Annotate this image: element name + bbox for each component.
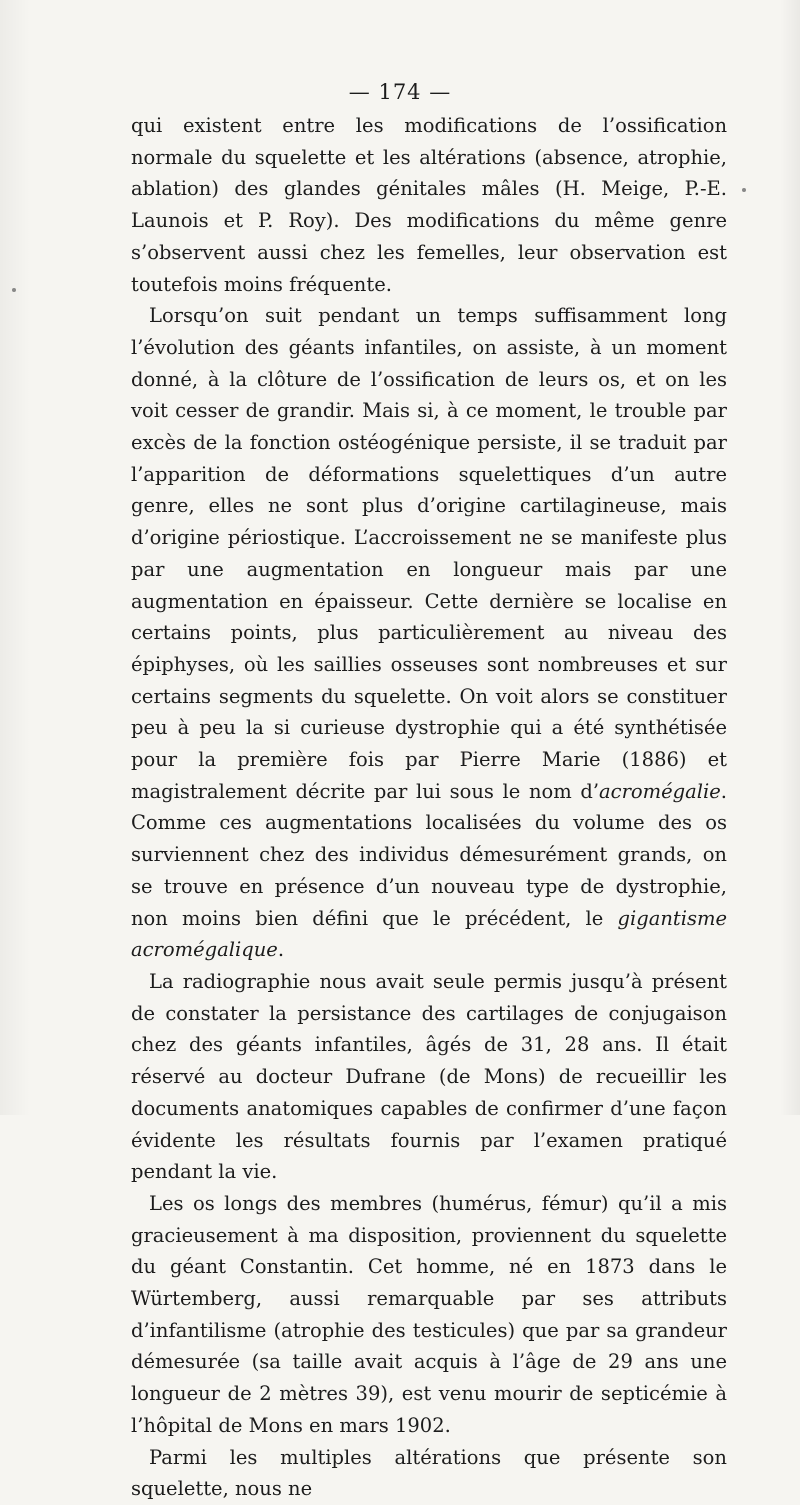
paragraph-4: Les os longs des membres (humérus, fémur) qu’il a mis gracieusement à ma disposition, proviennent du squelette du géant Constantin. Cet homme, né en 1873 dans le Würtemberg, aussi remarquable par ses attributs d’infantilisme (atrophie des testicules) que par sa grandeur démesurée (sa taille avait acquis à l’âge de 29 ans une longueur de 2 mètres 39), est venu mourir de septicémie à l’hôpital de Mons en mars 1902. [131, 1191, 727, 1437]
term-acromegalie: acromégalie [599, 779, 721, 803]
paragraph-2-part-3: . [277, 938, 285, 962]
paragraph-2-part-1: Lorsqu’on suit pendant un temps suffisamment long l’évolution des géants infantiles, on assiste, à un moment donné, à la clôture de l’ossification de leurs os, et on les voit cesser de grandir. Mais si, à ce moment, le trouble par excès de la fonction ostéogénique persiste, il se traduit par l’apparition de déformations squelettiques d’un autre genre, elles ne sont plus d’origine cartilagineuse, mais d’origine périostique. L’accroissement ne se manifeste plus par une augmentation en longueur mais par une augmentation en épaisseur. Cette dernière se localise en certains points, plus particulièrement au niveau des épiphyses, où les saillies osseuses sont nombreuses et sur certains segments du squelette. On voit alors se constituer peu à peu la si curieuse dystrophie qui a été synthétisée pour la première fois par Pierre Marie (1886) et magistralement décrite par lui sous le nom d’ [131, 304, 727, 803]
margin-speck [742, 188, 746, 192]
paragraph-2 [131, 300, 727, 966]
paragraph-5: Parmi les multiples altérations que présente son squelette, nous ne [131, 1445, 727, 1501]
paragraph-2-part-2: . Comme ces augmentations localisées du volume des os surviennent chez des individus démesurément grands, on se trouve en présence d’un nouveau type de dystrophie, non moins bien défini que le précédent, le [131, 779, 727, 930]
term-gigantisme-acromegalique: gigantisme acromégalique [131, 906, 727, 962]
margin-speck [12, 288, 16, 292]
paragraph-1: qui existent entre les modifications de l’ossification normale du squelette et les altérations (absence, atrophie, ablation) des glandes génitales mâles (H. Meige, P.-E. Launois et P. Roy). Des modifications du même genre s’observent aussi chez les femelles, leur observation est toutefois moins fréquente. [131, 114, 727, 296]
body-text [131, 110, 727, 1505]
page-number: — 174 — [348, 80, 452, 104]
paragraph-3: La radiographie nous avait seule permis jusqu’à présent de constater la persistance des cartilages de conjugaison chez des géants infantiles, âgés de 31, 28 ans. Il était réservé au docteur Dufrane (de Mons) de recueillir les documents anatomiques capables de confirmer d’une façon évidente les résultats fournis par l’examen pratiqué pendant la vie. [131, 969, 727, 1184]
